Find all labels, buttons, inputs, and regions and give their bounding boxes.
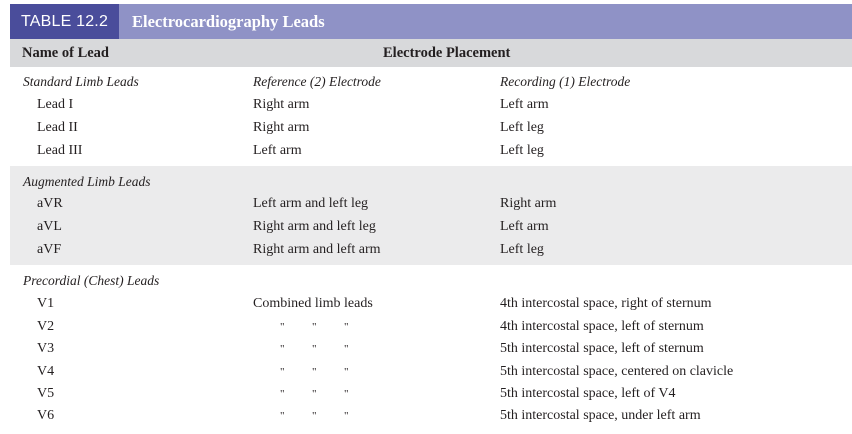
header-lead-name: Name of Lead <box>22 45 109 61</box>
recording-electrode: Left leg <box>500 120 544 135</box>
reference-electrode: Right arm and left leg <box>253 219 376 234</box>
reference-electrode: Left arm and left leg <box>253 196 369 211</box>
recording-electrode-subheader: Recording (1) Electrode <box>500 74 631 89</box>
reference-electrode: Right arm <box>253 120 310 135</box>
lead-name: Lead II <box>37 120 78 135</box>
lead-name: aVL <box>37 219 62 234</box>
recording-electrode: Left arm <box>500 97 549 112</box>
header-electrode-placement: Electrode Placement <box>383 45 511 61</box>
ditto-marks: " " " <box>280 366 349 378</box>
ditto-marks: " " " <box>280 343 349 355</box>
lead-name: V3 <box>37 341 55 356</box>
lead-name: V5 <box>37 386 55 401</box>
table-number-label: TABLE 12.2 <box>10 4 119 39</box>
table-title: Electrocardiography Leads <box>132 12 325 31</box>
reference-electrode-subheader: Reference (2) Electrode <box>253 74 381 89</box>
recording-electrode: 4th intercostal space, right of sternum <box>500 296 712 311</box>
recording-electrode: Left arm <box>500 219 549 234</box>
section-label: Standard Limb Leads <box>23 74 139 89</box>
lead-name: V1 <box>37 296 55 311</box>
reference-electrode: Combined limb leads <box>253 296 373 311</box>
section-label: Precordial (Chest) Leads <box>23 273 160 288</box>
table-title-bar <box>10 4 852 39</box>
section-standard-limb-leads <box>10 67 852 165</box>
recording-electrode: 5th intercostal space, under left arm <box>500 408 701 423</box>
recording-electrode: 5th intercostal space, left of sternum <box>500 341 704 356</box>
recording-electrode: Left leg <box>500 242 544 257</box>
lead-name: aVF <box>37 242 62 257</box>
lead-name: aVR <box>37 196 63 211</box>
reference-electrode: Right arm <box>253 97 310 112</box>
recording-electrode: Left leg <box>500 143 544 158</box>
reference-electrode: Right arm and left arm <box>253 242 381 257</box>
lead-name: Lead I <box>37 97 74 112</box>
reference-electrode: Left arm <box>253 143 302 158</box>
section-augmented-limb-leads <box>10 166 852 265</box>
lead-name: V2 <box>37 319 55 334</box>
recording-electrode: Right arm <box>500 196 557 211</box>
lead-name: V4 <box>37 364 55 379</box>
ditto-marks: " " " <box>280 388 349 400</box>
recording-electrode: 4th intercostal space, left of sternum <box>500 319 704 334</box>
recording-electrode: 5th intercostal space, centered on clavicle <box>500 364 734 379</box>
lead-name: V6 <box>37 408 55 423</box>
lead-name: Lead III <box>37 143 83 158</box>
ditto-marks: " " " <box>280 410 349 422</box>
section-label: Augmented Limb Leads <box>23 174 151 189</box>
column-header-row <box>10 39 852 67</box>
section-precordial-leads <box>10 265 852 431</box>
ditto-marks: " " " <box>280 321 349 333</box>
recording-electrode: 5th intercostal space, left of V4 <box>500 386 676 401</box>
